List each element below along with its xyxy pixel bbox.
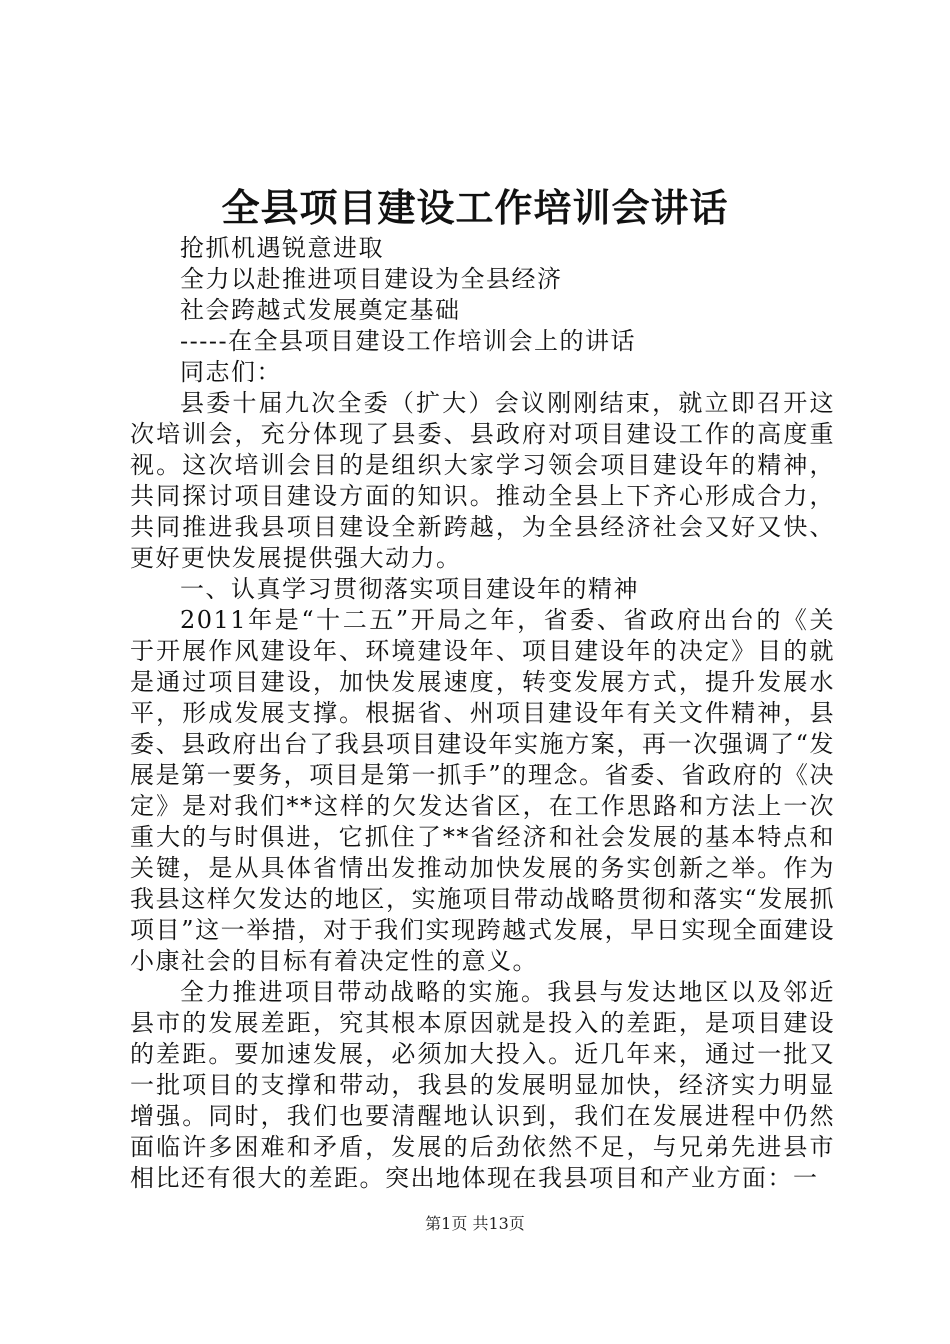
salutation: 同志们： — [180, 358, 282, 386]
page-number-footer: 第1页 共13页 — [425, 1214, 525, 1233]
subtitle-line-3: 社会跨越式发展奠定基础 — [180, 296, 461, 324]
paragraph-2: 2011年是“十二五”开局之年，省委、省政府出台的《关于开展作风建设年、环境建设年、项目建设年的决定》目的就是通过项目建设，加快发展速度，转变发展方式，提升发展水平，形成发展支撑。根据省、州项目建设年有关文件精神，县委、县政府出台了我县项目建设年实施方案，再一次强调了“发展是第一要务，项目是第一抓手”的理念。省委、省政府的《决定》是对我们**这样的欠发达省区，在工作思路和方法上一次重大的与时俱进，它抓住了**省经济和社会发展的基本特点和关键，是从具体省情出发推动加快发展的务实创新之举。作为我县这样欠发达的地区，实施项目带动战略贯彻和落实“发展抓项目”这一举措，对于我们实现跨越式发展，早日实现全面建设小康社会的目标有着决定性的意义。 — [130, 606, 835, 975]
subtitle-line-1: 抢抓机遇锐意进取 — [180, 234, 384, 262]
subtitle-line-4: -----在全县项目建设工作培训会上的讲话 — [180, 327, 637, 355]
document-body — [130, 233, 835, 1194]
document-title: 全县项目建设工作培训会讲话 — [221, 186, 729, 230]
subtitle-line-2: 全力以赴推进项目建设为全县经济 — [180, 265, 563, 293]
paragraph-1: 县委十届九次全委（扩大）会议刚刚结束，就立即召开这次培训会，充分体现了县委、县政府对项目建设工作的高度重视。这次培训会目的是组织大家学习领会项目建设年的精神，共同探讨项目建设方面的知识。推动全县上下齐心形成合力，共同推进我县项目建设全新跨越，为全县经济社会又好又快、更好更快发展提供强大动力。 — [130, 389, 835, 572]
paragraph-3: 全力推进项目带动战略的实施。我县与发达地区以及邻近县市的发展差距，究其根本原因就是投入的差距，是项目建设的差距。要加速发展，必须加大投入。近几年来，通过一批又一批项目的支撑和带动，我县的发展明显加快，经济实力明显增强。同时，我们也要清醒地认识到，我们在发展进程中仍然面临许多困难和矛盾，发展的后劲依然不足，与兄弟先进县市相比还有很大的差距。突出地体现在我县项目和产业方面：一 — [130, 978, 835, 1192]
section-heading-1: 一、认真学习贯彻落实项目建设年的精神 — [180, 575, 639, 603]
